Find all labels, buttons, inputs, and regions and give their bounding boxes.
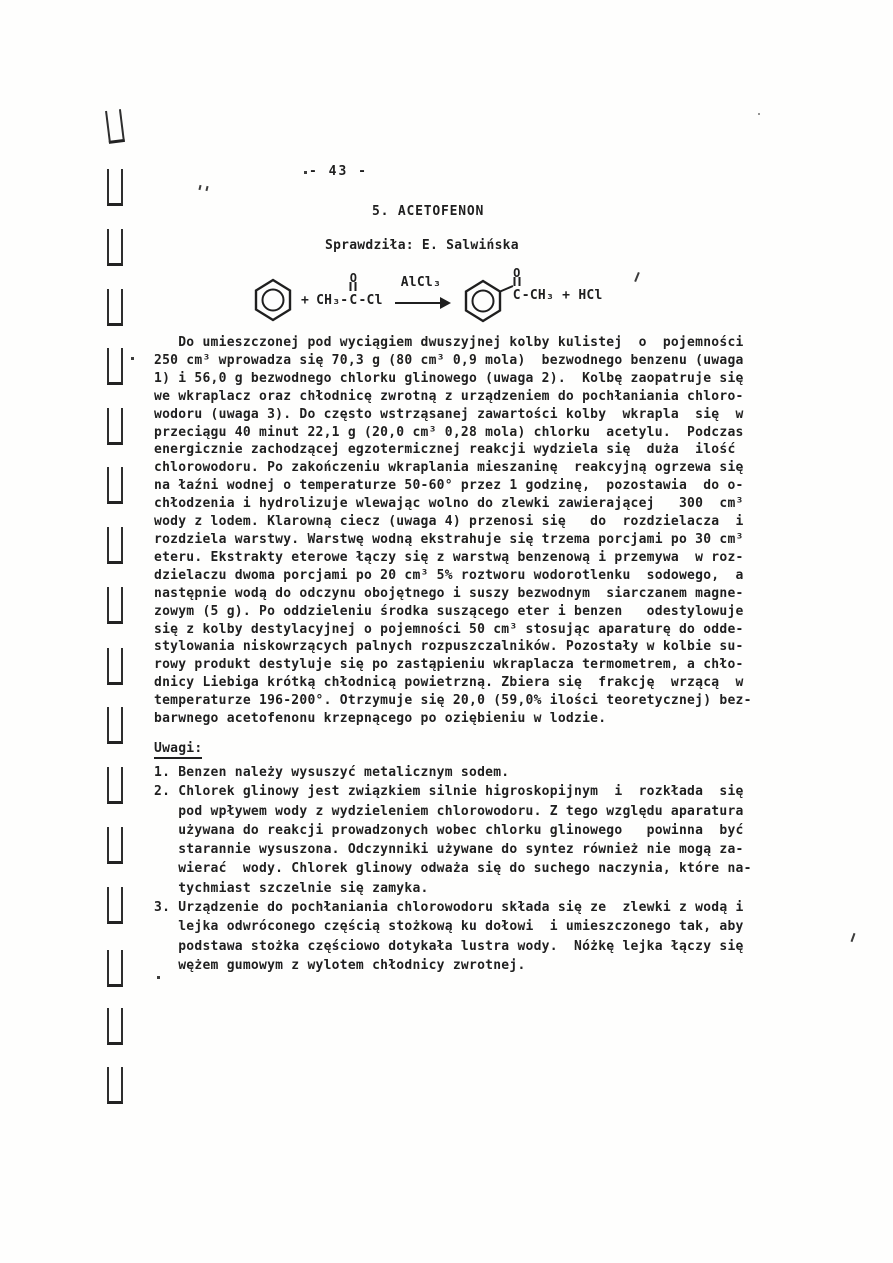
scan-artifact: [758, 113, 760, 115]
binder-hole-mark: [107, 1008, 123, 1045]
carbonyl-group: [512, 265, 522, 303]
notes-heading: Uwagi:: [154, 741, 202, 759]
carbonyl-group: [348, 270, 358, 308]
product-formula: [512, 265, 603, 303]
acetyl-chloride-formula: CH₃-: [316, 292, 349, 308]
procedure-line: chłodzenia i hydrolizuje wlewając wolno do zlewki zawierającej 300 cm³: [154, 496, 744, 512]
benzene-ring-icon: [461, 275, 515, 325]
procedure-line: stylowania niskowrzących palnych rozpuszczalników. Pozostały w kolbie su-: [154, 639, 744, 655]
reaction-arrow-icon: [395, 275, 451, 307]
note-line: 1. Benzen należy wysuszyć metalicznym sodem.: [154, 765, 510, 780]
procedure-line: chlorowodoru. Po zakończeniu wkraplania mieszaninę reakcyjną ogrzewa się: [154, 460, 744, 476]
double-bond-icon: [350, 282, 357, 291]
oxygen-atom: O: [349, 270, 358, 285]
product-suffix: -CH₃: [521, 287, 555, 303]
page-number: - 43 -: [309, 164, 368, 179]
procedure-line: wodoru (uwaga 3). Do często wstrząsanej zawartości kolby wkrapla się w: [154, 406, 744, 422]
carbonyl-carbon: C: [349, 292, 358, 308]
binder-hole-mark: [107, 767, 123, 804]
note-line: 3. Urządzenie do pochłaniania chlorowodoru składa się ze zlewki z wodą i: [154, 900, 744, 916]
note-line: podstawa stożka częściowo dotykała lustra wody. Nóżkę lejka łączy się: [154, 938, 744, 954]
binder-hole-mark: [107, 587, 123, 624]
procedure-line: temperaturze 196-200°. Otrzymuje się 20,0 (59,0% ilości teoretycznej) bez-: [154, 693, 752, 709]
note-line: tychmiast szczelnie się zamyka.: [154, 880, 429, 896]
acetyl-chloride-suffix: -Cl: [358, 292, 383, 308]
procedure-line: rowy produkt destyluje się po zastąpieniu wkraplacza termometrem, a chło-: [154, 657, 744, 673]
plus-sign: +: [301, 292, 310, 308]
binder-hole-mark: [107, 467, 123, 504]
procedure-line: rozdziela warstwy. Warstwę wodną ekstrahuje się trzema porcjami po 30 cm³: [154, 531, 744, 547]
binder-hole-mark: [107, 527, 123, 564]
note-line: wężem gumowym z wylotem chłodnicy zwrotnej.: [154, 957, 526, 973]
benzene-ring-icon: [252, 277, 294, 323]
procedure-line: przeciągu 40 minut 22,1 g (20,0 cm³ 0,28 mola) chlorku acetylu. Podczas: [154, 424, 744, 440]
binder-hole-mark: [107, 1067, 123, 1104]
procedure-line: dzielaczu dwoma porcjami po 20 cm³ 5% roztworu wodorotlenku sodowego, a: [154, 567, 744, 583]
binder-hole-mark: [107, 648, 123, 685]
note-line: wierać wody. Chlorek glinowy odważa się do suchego naczynia, które na-: [154, 861, 752, 877]
notes-list: [154, 763, 752, 975]
scan-artifact: [304, 171, 307, 174]
binder-hole-mark: [105, 109, 125, 144]
binder-hole-mark: [107, 408, 123, 445]
procedure-line: 1) i 56,0 g bezwodnego chlorku glinowego (uwaga 2). Kolbę zaopatruje się: [154, 370, 744, 386]
scan-artifact: [198, 185, 201, 190]
scan-artifact: [851, 933, 856, 942]
oxygen-atom: O: [513, 265, 521, 280]
double-bond-icon: [513, 277, 520, 286]
procedure-line: wody z lodem. Klarowną ciecz (uwaga 4) przenosi się do rozdzielacza i: [154, 514, 744, 530]
procedure-line: dnicy Liebiga krótką chłodnicą powietrzną. Zbiera się frakcję wrzącą w: [154, 675, 744, 691]
scan-artifact: [131, 357, 134, 360]
procedure-text: [154, 334, 752, 728]
procedure-line: eteru. Ekstrakty eterowe łączy się z warstwą benzenową i przemywa w roz-: [154, 549, 744, 565]
procedure-line: się z kolby destylacyjnej o pojemności 50 cm³ stosując aparaturę do odde-: [154, 621, 744, 637]
procedure-line: 250 cm³ wprowadza się 70,3 g (80 cm³ 0,9 mola) bezwodnego benzenu (uwaga: [154, 352, 744, 368]
binder-hole-mark: [107, 827, 123, 864]
scan-artifact: [205, 186, 208, 191]
page-title: 5. ACETOFENON: [372, 204, 485, 219]
note-line: 2. Chlorek glinowy jest związkiem silnie higroskopijnym i rozkłada się: [154, 784, 744, 800]
carbonyl-carbon: C: [512, 287, 521, 303]
reaction-scheme: [252, 265, 603, 326]
procedure-line: Do umieszczonej pod wyciągiem dwuszyjnej kolby kulistej o pojemności: [154, 335, 744, 350]
note-line: używana do reakcji prowadzonych wobec chlorku glinowego powinna być: [154, 822, 744, 838]
procedure-line: barwnego acetofenonu krzepnącego po oziębieniu w lodzie.: [154, 711, 607, 727]
binder-hole-mark: [107, 707, 123, 744]
binder-hole-mark: [107, 229, 123, 266]
binder-hole-mark: [107, 887, 123, 924]
procedure-line: we wkraplacz oraz chłodnicę zwrotną z urządzeniem do pochłaniania chloro-: [154, 388, 744, 404]
procedure-line: zowym (5 g). Po oddzieleniu środka suszącego eter i benzen odestylowuje: [154, 603, 744, 619]
binder-hole-mark: [107, 169, 123, 206]
catalyst-label: AlCl₃: [400, 275, 442, 290]
scan-artifact: [157, 976, 160, 979]
scan-artifact: [634, 272, 640, 282]
binder-hole-mark: [107, 289, 123, 326]
hydrogen-chloride: HCl: [578, 287, 603, 303]
binder-hole-mark: [107, 348, 123, 385]
binder-hole-mark: [107, 950, 123, 987]
note-line: lejka odwróconego częścią stożkową ku dołowi i umieszczonego tak, aby: [154, 919, 744, 935]
plus-sign: +: [554, 287, 579, 303]
procedure-line: energicznie zachodzącej egzotermicznej reakcji wydziela się duża ilość: [154, 442, 736, 458]
note-line: starannie wysuszona. Odczynniki używane do syntez również nie mogą za-: [154, 842, 744, 858]
checked-by-line: Sprawdziła: E. Salwińska: [325, 238, 519, 253]
procedure-line: następnie wodą do odczynu obojętnego i suszy bezwodnym siarczanem magne-: [154, 585, 744, 601]
note-line: pod wpływem wody z wydzieleniem chlorowodoru. Z tego względu aparatura: [154, 803, 744, 819]
procedure-line: na łaźni wodnej o temperaturze 50-60° przez 1 godzinę, pozostawia do o-: [154, 478, 744, 494]
